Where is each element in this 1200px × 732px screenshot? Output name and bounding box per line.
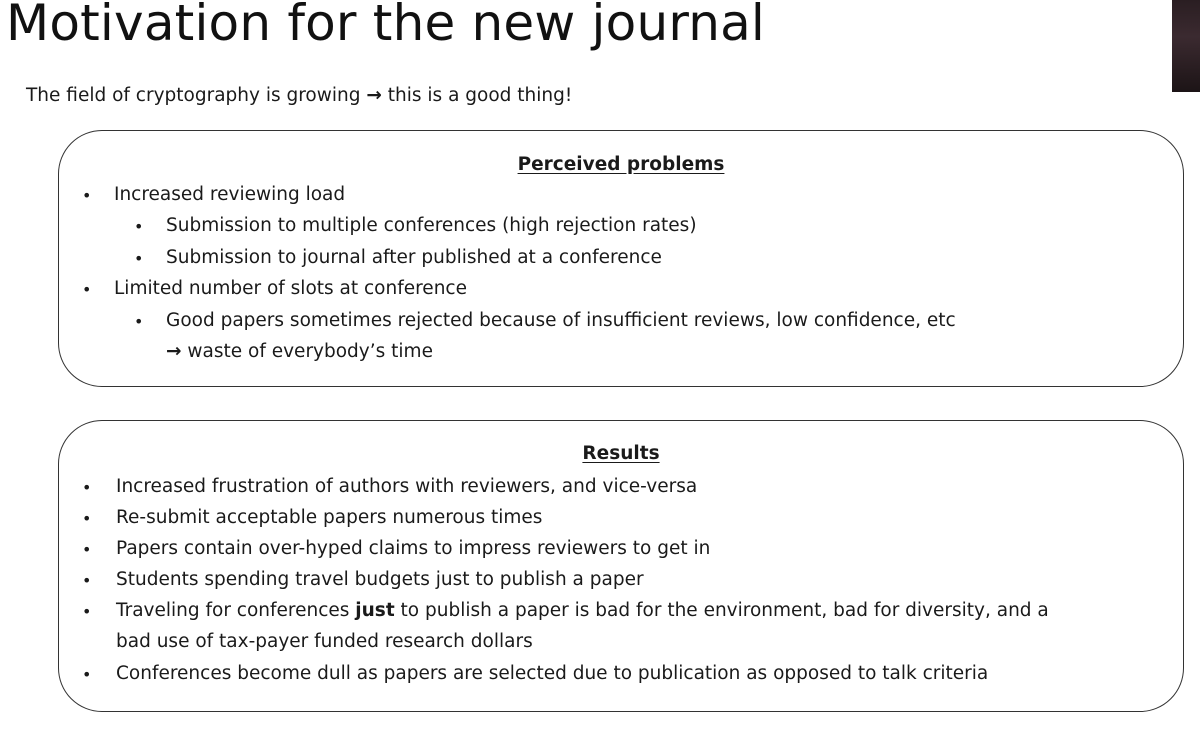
list-item: Submission to journal after published at a conference — [166, 247, 662, 268]
list-item-text: to publish a paper is bad for the environment, bad for diversity, and a — [394, 600, 1049, 621]
perceived-problems-box — [58, 130, 1184, 387]
list-item: Students spending travel budgets just to publish a paper — [116, 569, 644, 590]
bullet-icon: • — [82, 571, 92, 590]
list-item-continuation: bad use of tax-payer funded research dollars — [116, 631, 533, 652]
list-item-text: Traveling for conferences — [116, 600, 356, 621]
bullet-icon: • — [82, 478, 92, 497]
list-item: Increased reviewing load — [114, 184, 346, 205]
video-thumbnail — [1172, 0, 1200, 92]
bullet-icon: • — [82, 186, 92, 205]
bullet-icon: • — [82, 540, 92, 559]
right-arrow-icon: → — [166, 341, 182, 362]
bullet-icon: • — [82, 665, 92, 684]
results-heading: Results — [582, 443, 660, 464]
list-item — [116, 600, 1049, 621]
bullet-icon: • — [134, 217, 144, 236]
bullet-icon: • — [82, 602, 92, 621]
bullet-icon: • — [82, 509, 92, 528]
list-item-text: waste of everybody’s time — [181, 341, 433, 362]
list-item-continuation — [166, 341, 433, 362]
bullet-icon: • — [82, 280, 92, 299]
intro-text-before: The field of cryptography is growing — [26, 85, 367, 106]
emphasis-text: just — [355, 600, 395, 621]
results-box — [58, 420, 1184, 712]
bullet-icon: • — [134, 312, 144, 331]
list-item: Papers contain over-hyped claims to impress reviewers to get in — [116, 538, 711, 559]
list-item: Submission to multiple conferences (high rejection rates) — [166, 215, 697, 236]
list-item: Re-submit acceptable papers numerous times — [116, 507, 543, 528]
right-arrow-icon: → — [366, 85, 382, 106]
intro-text-after: this is a good thing! — [381, 85, 573, 106]
list-item: Good papers sometimes rejected because of insufficient reviews, low confidence, etc — [166, 310, 956, 331]
perceived-problems-heading: Perceived problems — [517, 154, 725, 175]
list-item: Limited number of slots at conference — [114, 278, 467, 299]
intro-text — [26, 85, 572, 106]
list-item: Increased frustration of authors with reviewers, and vice-versa — [116, 476, 698, 497]
bullet-icon: • — [134, 249, 144, 268]
list-item: Conferences become dull as papers are selected due to publication as opposed to talk criteria — [116, 663, 989, 684]
slide-title: Motivation for the new journal — [6, 0, 766, 52]
